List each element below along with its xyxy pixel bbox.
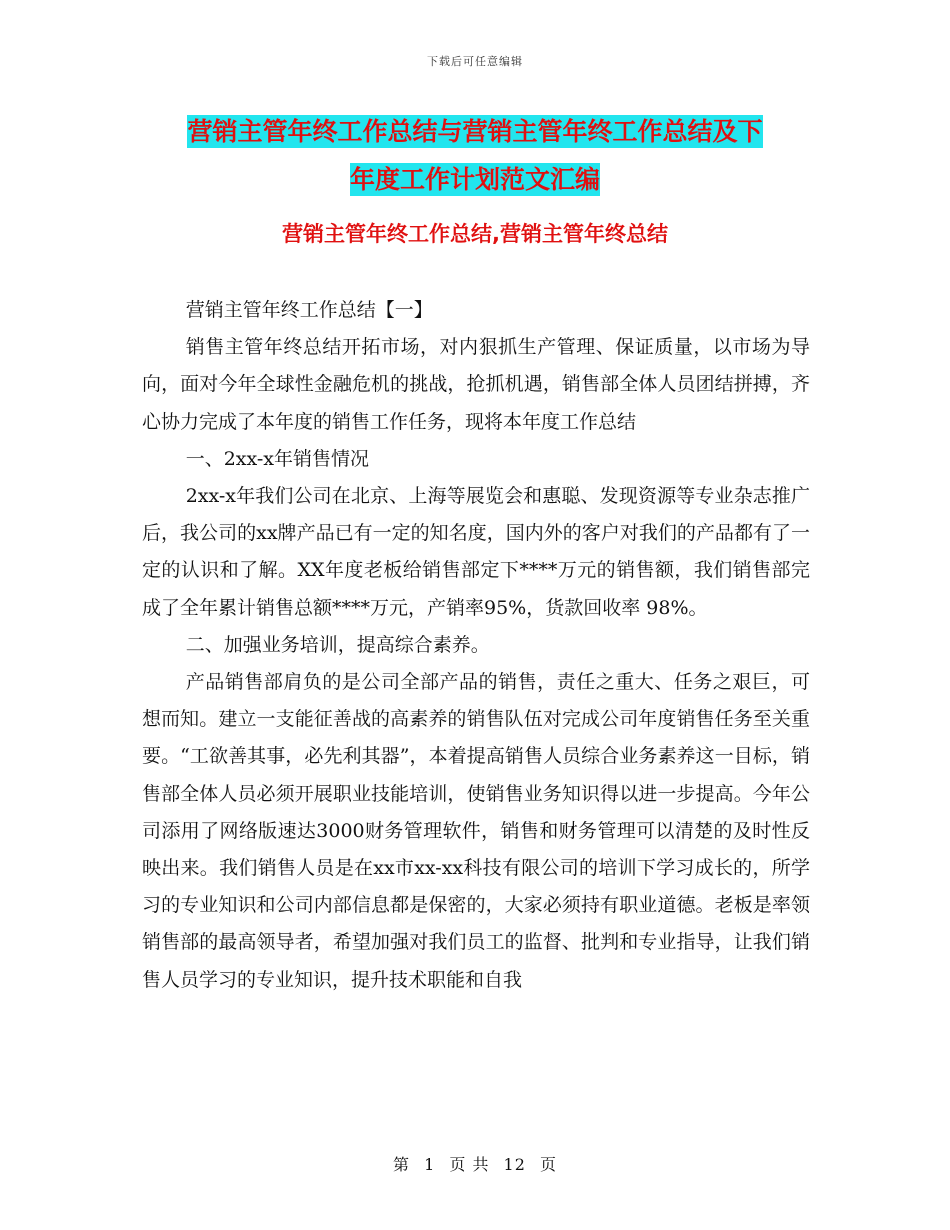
header-note: 下载后可任意编辑 [427,55,523,68]
paragraph: 产品销售部肩负的是公司全部产品的销售，责任之重大、任务之艰巨，可想而知。建立一支能征善战的高素养的销售队伍对完成公司年度销售任务至关重要。“工欲善其事，必先利其器”，本着提高销售人员综合业务素养这一目标，销售部全体人员必须开展职业技能培训，使销售业务知识得以进一步提高。今年公司添用了网络版速达3000财务管理软件，销售和财务管理可以清楚的及时性反映出来。我们销售人员是在xx市xx-xx科技有限公司的培训下学习成长的，所学习的专业知识和公司内部信息都是保密的，大家必须持有职业道德。老板是率领销售部的最高领导者，希望加强对我们员工的监督、批判和专业指导，让我们销售人员学习的专业知识，提升技术职能和自我 [142,671,810,991]
footer-page-number: 1 [424,1155,436,1174]
paragraph: 销售主管年终总结开拓市场，对内狠抓生产管理、保证质量，以市场为导向，面对今年全球性金融危机的挑战，抢抓机遇，销售部全体人员团结拼搏，齐心协力完成了本年度的销售工作任务，现将本年度工作总结 [142,336,810,433]
paragraph: 一、2xx-x年销售情况 [185,447,370,470]
page-footer [0,1152,950,1175]
title-line-2: 年度工作计划范文汇编 [349,165,600,194]
section-heading: 营销主管年终工作总结,营销主管年终总结 [282,222,668,246]
footer-prefix: 第 [392,1155,410,1174]
footer-suffix: 页 [540,1155,558,1174]
footer-total-pages: 12 [503,1155,526,1174]
paragraph: 营销主管年终工作总结【一】 [185,299,433,321]
title-line-1: 营销主管年终工作总结与营销主管年终工作总结及下 [187,117,763,146]
paragraph: 二、加强业务培训，提高综合素养。 [185,633,490,656]
paragraph: 2xx-x年我们公司在北京、上海等展览会和惠聪、发现资源等专业杂志推广后，我公司的xx牌产品已有一定的知名度，国内外的客户对我们的产品都有了一定的认识和了解。XX年度老板给销售部定下****万元的销售额，我们销售部完成了全年累计销售总额****万元，产销率95%，货款回收率 98%。 [142,485,810,619]
footer-middle: 页 共 [449,1155,490,1174]
document-title [150,108,800,204]
document-body [142,292,810,999]
